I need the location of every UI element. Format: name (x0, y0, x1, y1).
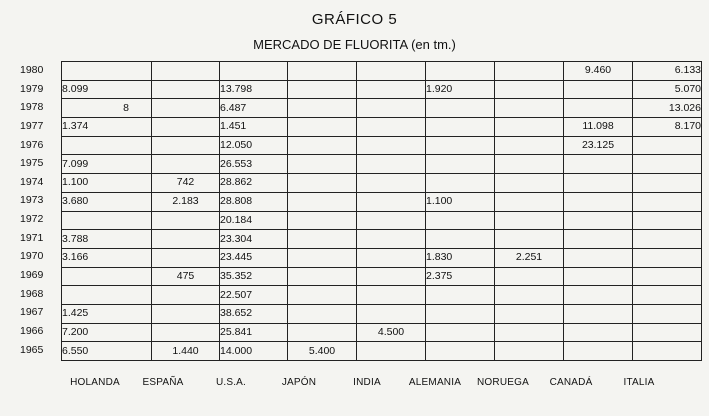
page-subtitle: MERCADO DE FLUORITA (en tm.) (253, 37, 456, 52)
table-cell-india (357, 118, 426, 137)
country-label-canada: CANADÁ (549, 377, 593, 388)
table-row (62, 286, 702, 305)
table-cell-india (357, 136, 426, 155)
table-row (62, 192, 702, 211)
table-cell-espana (152, 211, 220, 230)
table-cell-alemania (426, 118, 495, 137)
table-cell-canada (564, 192, 633, 211)
table-cell-u-s-a-: 1.451 (220, 118, 288, 137)
year-label: 1980 (20, 64, 44, 76)
table-cell-u-s-a-: 14.000 (220, 342, 288, 361)
table-cell-italia: 5.070 (633, 80, 702, 99)
table-row (62, 267, 702, 286)
table-cell-u-s-a-: 20.184 (220, 211, 288, 230)
country-label-japon: JAPÓN (281, 377, 317, 388)
table-cell-holanda: 7.099 (62, 155, 152, 174)
table-cell-noruega (495, 286, 564, 305)
year-label: 1976 (20, 138, 44, 151)
table-cell-italia: 6.133 (633, 62, 702, 81)
table-cell-espana (152, 248, 220, 267)
country-label-u-s-a-: U.S.A. (215, 377, 247, 388)
table-cell-india (357, 342, 426, 361)
year-label: 1974 (20, 175, 44, 188)
table-cell-u-s-a-: 26.553 (220, 155, 288, 174)
page-title: GRÁFICO 5 (311, 11, 398, 28)
table-cell-holanda: 1.374 (62, 118, 152, 137)
table-cell-japon (288, 286, 357, 305)
table-cell-canada (564, 248, 633, 267)
year-label: 1972 (20, 213, 44, 226)
year-label: 1973 (20, 194, 44, 207)
table-cell-alemania (426, 342, 495, 361)
year-label: 1979 (20, 82, 44, 95)
table-cell-canada (564, 304, 633, 323)
table-cell-italia (633, 155, 702, 174)
table-row (62, 62, 702, 81)
table-cell-espana (152, 304, 220, 323)
table-cell-holanda: 7.200 (62, 323, 152, 342)
table-cell-japon (288, 174, 357, 193)
table-cell-japon: 5.400 (288, 342, 357, 361)
table-cell-canada (564, 286, 633, 305)
table-row (62, 136, 702, 155)
table-cell-italia (633, 211, 702, 230)
table-cell-alemania: 1.830 (426, 248, 495, 267)
table-cell-u-s-a-: 23.304 (220, 230, 288, 249)
table-cell-noruega (495, 155, 564, 174)
table-cell-alemania: 1.920 (426, 80, 495, 99)
table-cell-espana (152, 99, 220, 118)
table-cell-japon (288, 230, 357, 249)
table-cell-italia (633, 323, 702, 342)
table-cell-noruega (495, 342, 564, 361)
table-cell-italia (633, 248, 702, 267)
table-cell-japon (288, 192, 357, 211)
table-cell-espana (152, 230, 220, 249)
table-cell-holanda (62, 136, 152, 155)
table-cell-holanda: 3.788 (62, 230, 152, 249)
table-cell-italia: 8.170 (633, 118, 702, 137)
table-cell-holanda: 3.680 (62, 192, 152, 211)
table-cell-espana: 2.183 (152, 192, 220, 211)
country-label-espana: ESPAÑA (142, 377, 184, 388)
table-cell-espana (152, 286, 220, 305)
table-cell-india (357, 211, 426, 230)
year-label: 1975 (20, 157, 44, 170)
data-table (61, 61, 702, 361)
table-cell-canada: 11.098 (564, 118, 633, 137)
year-label: 1969 (20, 269, 44, 282)
table-cell-noruega (495, 323, 564, 342)
country-label-holanda: HOLANDA (70, 377, 120, 388)
table-cell-japon (288, 136, 357, 155)
table-cell-holanda: 8.099 (62, 80, 152, 99)
table-cell-india (357, 192, 426, 211)
table-cell-japon (288, 118, 357, 137)
table-cell-holanda (62, 211, 152, 230)
table-cell-india (357, 304, 426, 323)
table-cell-u-s-a-: 28.808 (220, 192, 288, 211)
table-cell-japon (288, 323, 357, 342)
table-row (62, 174, 702, 193)
table-cell-japon (288, 248, 357, 267)
table-cell-noruega (495, 304, 564, 323)
table-cell-espana (152, 80, 220, 99)
table-cell-espana: 742 (152, 174, 220, 193)
table-cell-espana (152, 323, 220, 342)
table-cell-u-s-a- (220, 62, 288, 81)
table-row (62, 118, 702, 137)
table-cell-india (357, 155, 426, 174)
table-cell-alemania (426, 323, 495, 342)
table-cell-u-s-a-: 13.798 (220, 80, 288, 99)
table-cell-india (357, 267, 426, 286)
table-cell-canada (564, 99, 633, 118)
table-cell-canada (564, 323, 633, 342)
table-cell-u-s-a-: 6.487 (220, 99, 288, 118)
table-cell-espana (152, 136, 220, 155)
table-row (62, 342, 702, 361)
table-cell-italia (633, 267, 702, 286)
table-cell-alemania (426, 62, 495, 81)
table-cell-canada (564, 155, 633, 174)
table-cell-holanda (62, 267, 152, 286)
table-cell-india (357, 174, 426, 193)
year-label: 1966 (20, 324, 44, 337)
table-cell-alemania (426, 155, 495, 174)
table-cell-india (357, 62, 426, 81)
country-label-italia: ITALIA (623, 377, 655, 388)
year-label: 1971 (20, 231, 44, 244)
table-cell-india (357, 80, 426, 99)
table-row (62, 99, 702, 118)
year-label: 1968 (20, 287, 44, 300)
country-label-noruega: NORUEGA (477, 377, 529, 388)
year-label: 1978 (20, 101, 44, 114)
table-cell-india (357, 248, 426, 267)
table-cell-u-s-a-: 35.352 (220, 267, 288, 286)
table-cell-holanda (62, 286, 152, 305)
table-row (62, 248, 702, 267)
table-row (62, 304, 702, 323)
table-cell-alemania (426, 99, 495, 118)
year-label: 1965 (20, 343, 44, 356)
year-label: 1970 (20, 250, 44, 263)
table-cell-italia: 13.026 (633, 99, 702, 118)
table-cell-alemania (426, 286, 495, 305)
table-cell-noruega (495, 192, 564, 211)
country-label-india: INDIA (353, 377, 381, 388)
table-cell-noruega (495, 118, 564, 137)
table-cell-alemania: 2.375 (426, 267, 495, 286)
table-cell-alemania (426, 174, 495, 193)
table-cell-noruega (495, 136, 564, 155)
table-cell-espana: 475 (152, 267, 220, 286)
table-row (62, 323, 702, 342)
table-cell-japon (288, 62, 357, 81)
table-cell-alemania (426, 230, 495, 249)
table-cell-canada (564, 267, 633, 286)
table-cell-noruega (495, 80, 564, 99)
table-cell-canada (564, 211, 633, 230)
table-cell-italia (633, 192, 702, 211)
table-cell-noruega (495, 174, 564, 193)
table-cell-holanda: 1.100 (62, 174, 152, 193)
table-cell-u-s-a-: 38.652 (220, 304, 288, 323)
table-cell-japon (288, 99, 357, 118)
table-cell-india: 4.500 (357, 323, 426, 342)
table-cell-u-s-a-: 12.050 (220, 136, 288, 155)
table-cell-noruega (495, 62, 564, 81)
table-cell-holanda: 6.550 (62, 342, 152, 361)
table-cell-canada (564, 342, 633, 361)
table-cell-italia (633, 304, 702, 323)
table-cell-japon (288, 80, 357, 99)
table-cell-india (357, 230, 426, 249)
table-cell-japon (288, 304, 357, 323)
year-label: 1967 (20, 306, 44, 319)
table-cell-holanda: 1.425 (62, 304, 152, 323)
table-row (62, 155, 702, 174)
table-cell-canada: 9.460 (564, 62, 633, 81)
table-cell-holanda (62, 62, 152, 81)
table-cell-espana (152, 62, 220, 81)
table-cell-canada: 23.125 (564, 136, 633, 155)
table-cell-u-s-a-: 25.841 (220, 323, 288, 342)
table-cell-noruega (495, 211, 564, 230)
table-cell-alemania: 1.100 (426, 192, 495, 211)
table-cell-u-s-a-: 23.445 (220, 248, 288, 267)
table-cell-canada (564, 80, 633, 99)
table-cell-espana (152, 118, 220, 137)
table-cell-alemania (426, 304, 495, 323)
table-cell-japon (288, 155, 357, 174)
table-row (62, 230, 702, 249)
table-cell-italia (633, 230, 702, 249)
table-cell-holanda: 3.166 (62, 248, 152, 267)
table-cell-italia (633, 342, 702, 361)
table-row (62, 211, 702, 230)
table-cell-italia (633, 136, 702, 155)
year-label: 1977 (20, 119, 44, 132)
table-cell-alemania (426, 211, 495, 230)
table-cell-japon (288, 211, 357, 230)
table-cell-u-s-a-: 28.862 (220, 174, 288, 193)
table-cell-espana (152, 155, 220, 174)
table-cell-canada (564, 174, 633, 193)
year-labels (20, 61, 60, 359)
table-cell-italia (633, 174, 702, 193)
table-cell-japon (288, 267, 357, 286)
table-cell-canada (564, 230, 633, 249)
country-labels (61, 377, 673, 388)
table-cell-noruega (495, 267, 564, 286)
table-cell-holanda: 8 (62, 99, 152, 118)
table-cell-alemania (426, 136, 495, 155)
table-cell-u-s-a-: 22.507 (220, 286, 288, 305)
table-cell-italia (633, 286, 702, 305)
country-label-alemania: ALEMANIA (408, 377, 462, 388)
table-cell-noruega (495, 99, 564, 118)
table-cell-india (357, 286, 426, 305)
table-cell-noruega: 2.251 (495, 248, 564, 267)
table-cell-india (357, 99, 426, 118)
table-cell-espana: 1.440 (152, 342, 220, 361)
table-cell-noruega (495, 230, 564, 249)
table-row (62, 80, 702, 99)
